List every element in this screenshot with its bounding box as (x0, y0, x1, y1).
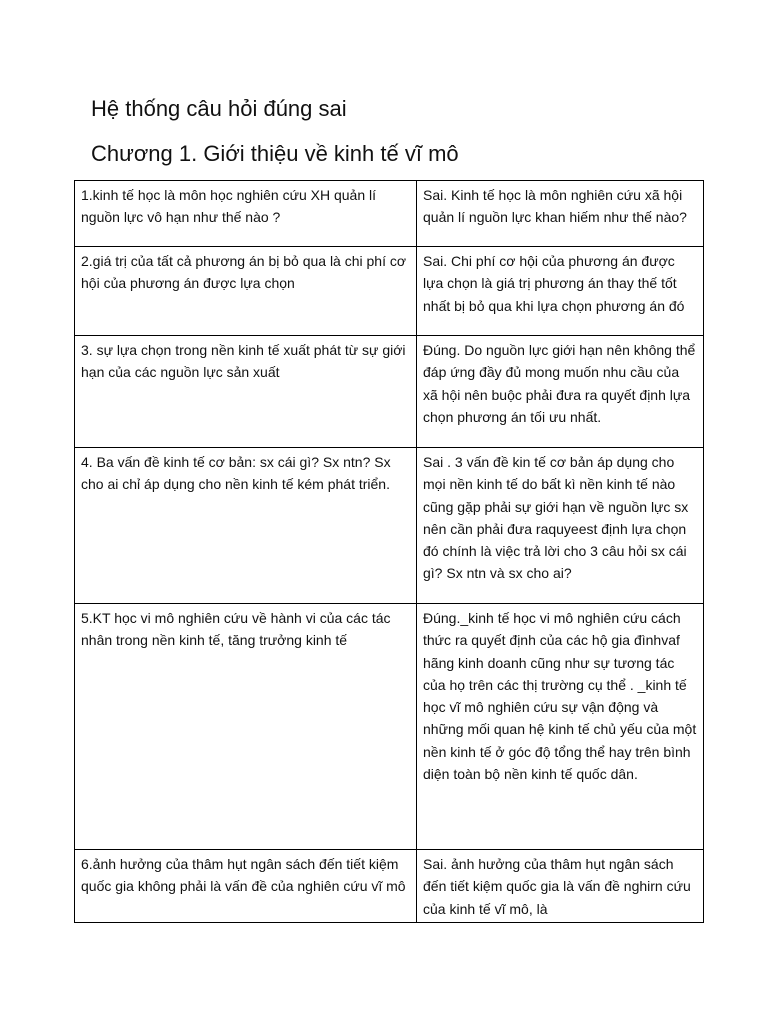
question-cell: 6.ảnh hưởng của thâm hụt ngân sách đến tiết kiệm quốc gia không phải là vấn đề của nghiên cứu vĩ mô (75, 850, 417, 923)
question-cell: 2.giá trị của tất cả phương án bị bỏ qua là chi phí cơ hội của phương án được lựa chọn (75, 247, 417, 336)
true-false-table (74, 180, 704, 923)
table-row (75, 336, 704, 448)
table-row (75, 247, 704, 336)
answer-cell: Đúng._kinh tế học vi mô nghiên cứu cách thức ra quyết định của các hộ gia đìnhvaf hãng kinh doanh cũng như sự tương tác của họ trên các thị trường cụ thể . _kinh tế học vĩ mô nghiên cứu sự vận động và những mối quan hệ kinh tế chủ yếu của một nền kinh tế ở góc độ tổng thể hay trên bình diện toàn bộ nền kinh tế quốc dân. (417, 604, 704, 850)
answer-cell: Sai. Kinh tế học là môn nghiên cứu xã hội quản lí nguồn lực khan hiếm như thế nào? (417, 181, 704, 247)
table-row (75, 181, 704, 247)
answer-cell: Đúng. Do nguồn lực giới hạn nên không thể đáp ứng đầy đủ mong muốn nhu cầu của xã hội nên buộc phải đưa ra quyết định lựa chọn phương án tối ưu nhất. (417, 336, 704, 448)
answer-cell: Sai . 3 vấn đề kin tế cơ bản áp dụng cho mọi nền kinh tế do bất kì nền kinh tế nào cũng gặp phải sự giới hạn về nguồn lực sx nên cần phải đưa raquyeest định lựa chọn đó chính là việc trả lời cho 3 câu hỏi sx cái gì? Sx ntn và sx cho ai? (417, 448, 704, 604)
table-row (75, 604, 704, 850)
answer-cell: Sai. ảnh hưởng của thâm hụt ngân sách đến tiết kiệm quốc gia là vấn đề nghirn cứu của kinh tế vĩ mô, là (417, 850, 704, 923)
answer-cell: Sai. Chi phí cơ hội của phương án được lựa chọn là giá trị phương án thay thế tốt nhất bị bỏ qua khi lựa chọn phương án đó (417, 247, 704, 336)
question-cell: 4. Ba vấn đề kinh tế cơ bản: sx cái gì? Sx ntn? Sx cho ai chỉ áp dụng cho nền kinh tế kém phát triển. (75, 448, 417, 604)
chapter-title: Chương 1. Giới thiệu về kinh tế vĩ mô (91, 141, 459, 166)
table-row (75, 850, 704, 923)
question-cell: 5.KT học vi mô nghiên cứu về hành vi của các tác nhân trong nền kinh tế, tăng trưởng kinh tế (75, 604, 417, 850)
question-cell: 3. sự lựa chọn trong nền kinh tế xuất phát từ sự giới hạn của các nguồn lực sản xuất (75, 336, 417, 448)
table-row (75, 448, 704, 604)
page-title: Hệ thống câu hỏi đúng sai (91, 96, 347, 121)
question-cell: 1.kinh tế học là môn học nghiên cứu XH quản lí nguồn lực vô hạn như thế nào ? (75, 181, 417, 247)
